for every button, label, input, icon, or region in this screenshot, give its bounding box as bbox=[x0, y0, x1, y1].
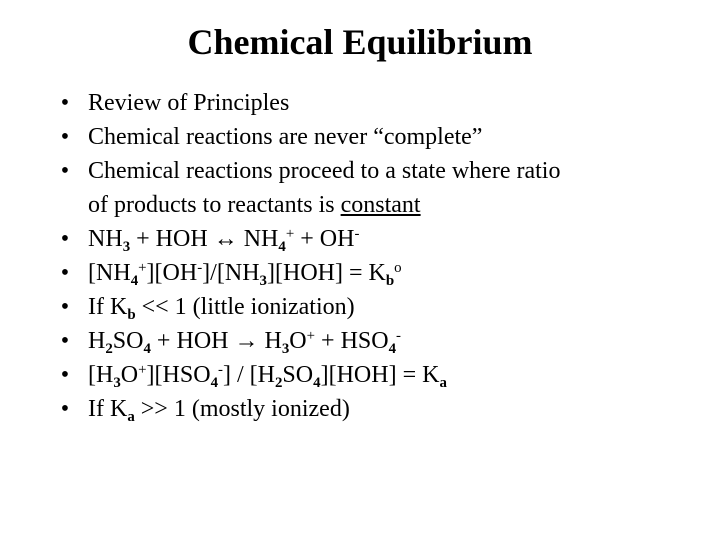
bullet-icon: • bbox=[60, 362, 70, 388]
bullet-icon: • bbox=[60, 124, 70, 150]
equation: $NH_3$ + HOH ↔ $NH_4^+ + OH^-$ bbox=[88, 225, 360, 256]
underlined-word-constant: constant bbox=[340, 192, 421, 218]
bullet-item-ka-large bbox=[56, 392, 706, 426]
bullet-item-never-complete bbox=[56, 120, 706, 154]
bullet-icon: • bbox=[60, 328, 70, 354]
bullet-item-ka-expression bbox=[56, 358, 706, 392]
bullet-text: If $K_b << 1$ (little ionization) bbox=[88, 294, 355, 324]
bullet-list bbox=[56, 86, 706, 426]
bullet-item-ratio-constant bbox=[56, 154, 706, 222]
bullet-text: Chemical reactions are never “complete” bbox=[88, 124, 483, 150]
bullet-text-line2: of products to reactants is bbox=[88, 192, 341, 218]
bullet-icon: • bbox=[60, 226, 70, 252]
bullet-item-ammonia-equation bbox=[56, 222, 706, 256]
bullet-icon: • bbox=[60, 158, 70, 184]
equation: $H_2SO_4$ + HOH → $H_3O^+ + HSO_4^-$ bbox=[88, 327, 402, 358]
bullet-text-line1: Chemical reactions proceed to a state where ratio bbox=[88, 158, 561, 184]
bullet-text: Review of Principles bbox=[88, 90, 290, 116]
bullet-icon: • bbox=[60, 260, 70, 286]
equation: $[NH_4^+][OH^-]/[NH_3][HOH] = K_b^o$ bbox=[88, 259, 402, 290]
equation: $[H_3O^+][HSO_4^-] / [H_2SO_4][HOH] = K_a$ bbox=[88, 361, 447, 392]
bullet-item-kb-small bbox=[56, 290, 706, 324]
bullet-icon: • bbox=[60, 396, 70, 422]
slide-title: Chemical Equilibrium bbox=[187, 22, 533, 62]
bullet-text: If $K_a >> 1$ (mostly ionized) bbox=[88, 396, 350, 426]
bullet-item-review bbox=[56, 86, 706, 120]
bullet-item-kb-expression bbox=[56, 256, 706, 290]
bullet-item-sulfuric-equation bbox=[56, 324, 706, 358]
bullet-icon: • bbox=[60, 90, 70, 116]
bullet-icon: • bbox=[60, 294, 70, 320]
